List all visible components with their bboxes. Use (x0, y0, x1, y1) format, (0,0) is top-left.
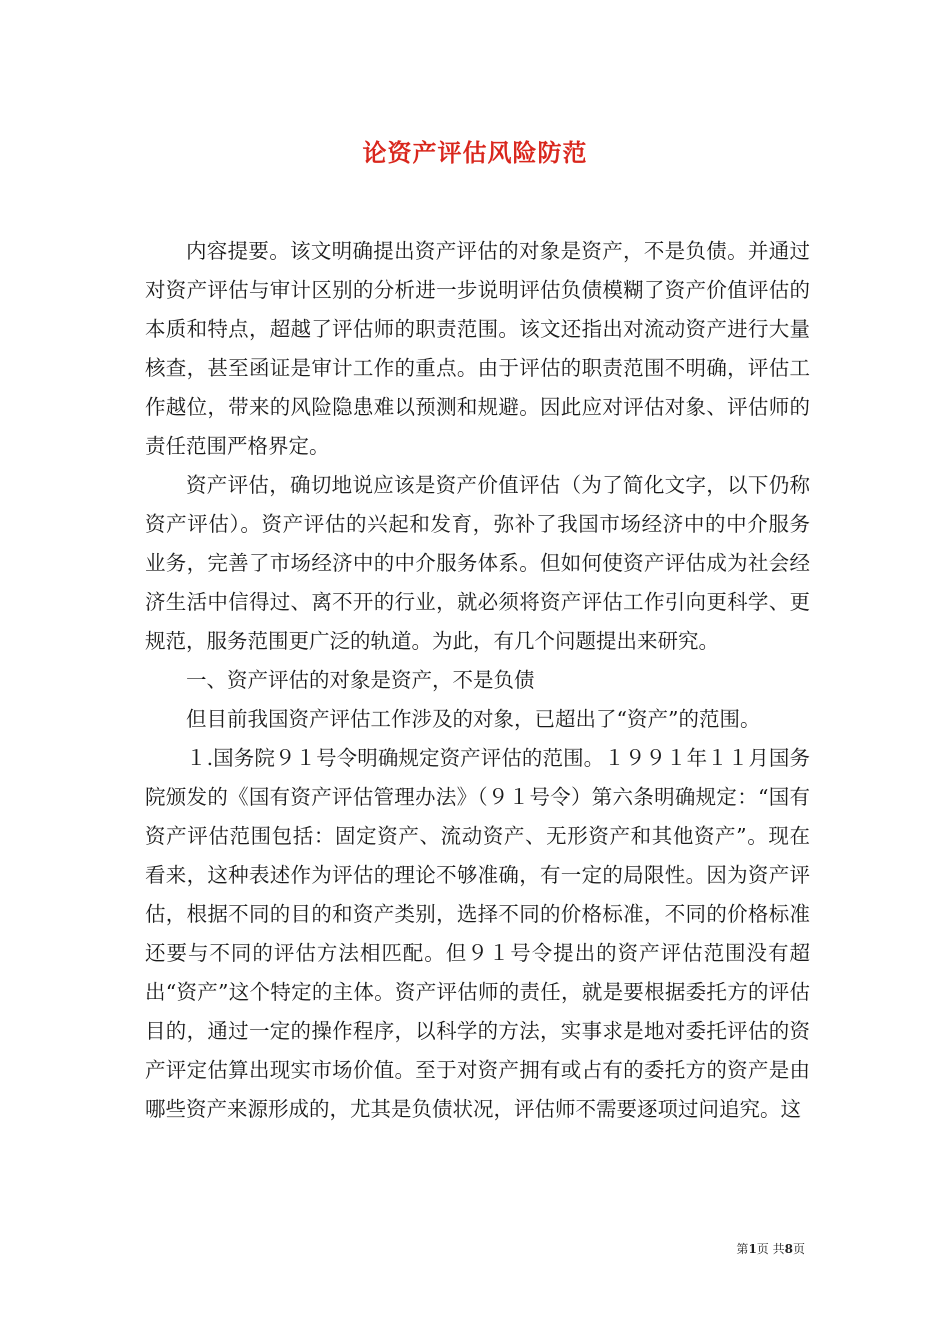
paragraph-point-1: １.国务院９１号令明确规定资产评估的范围。１９９１年１１月国务院颁发的《国有资产评估管理办法》（９１号令）第六条明确规定：“国有资产评估范围包括：固定资产、流动资产、无形资产和其他资产”。现在看来，这种表述作为评估的理论不够准确，有一定的局限性。因为资产评估，根据不同的目的和资产类别，选择不同的价格标准，不同的价格标准还要与不同的评估方法相匹配。但９１号令提出的资产评估范围没有超出“资产”这个特定的主体。资产评估师的责任，就是要根据委托方的评估目的，通过一定的操作程序，以科学的方法，实事求是地对委托评估的资产评定估算出现实市场价值。至于对资产拥有或占有的委托方的资产是由哪些资产来源形成的，尤其是负债状况，评估师不需要逐项过问追究。这 (145, 746, 810, 1121)
document-body (145, 232, 810, 1129)
footer-middle: 页 共 (756, 1242, 785, 1256)
footer-suffix: 页 (792, 1242, 805, 1256)
page-number-footer (736, 1240, 805, 1257)
paragraph-abstract: 内容提要。该文明确提出资产评估的对象是资产，不是负债。并通过对资产评估与审计区别的分析进一步说明评估负债模糊了资产价值评估的本质和特点，超越了评估师的职责范围。该文还指出对流动资产进行大量核查，甚至函证是审计工作的重点。由于评估的职责范围不明确，评估工作越位，带来的风险隐患难以预测和规避。因此应对评估对象、评估师的责任范围严格界定。 (145, 239, 810, 458)
paragraph-intro: 资产评估，确切地说应该是资产价值评估（为了简化文字，以下仍称资产评估）。资产评估的兴起和发育，弥补了我国市场经济中的中介服务业务，完善了市场经济中的中介服务体系。但如何使资产评估成为社会经济生活中信得过、离不开的行业，就必须将资产评估工作引向更科学、更规范，服务范围更广泛的轨道。为此，有几个问题提出来研究。 (145, 473, 810, 653)
paragraph-scope: 但目前我国资产评估工作涉及的对象，已超出了“资产”的范围。 (186, 707, 761, 731)
footer-total-pages: 8 (784, 1242, 793, 1256)
footer-prefix: 第 (736, 1242, 749, 1256)
document-title: 论资产评估风险防范 (362, 138, 588, 167)
footer-current-page: 1 (748, 1242, 757, 1256)
section-heading-1: 一、资产评估的对象是资产，不是负债 (186, 668, 535, 692)
